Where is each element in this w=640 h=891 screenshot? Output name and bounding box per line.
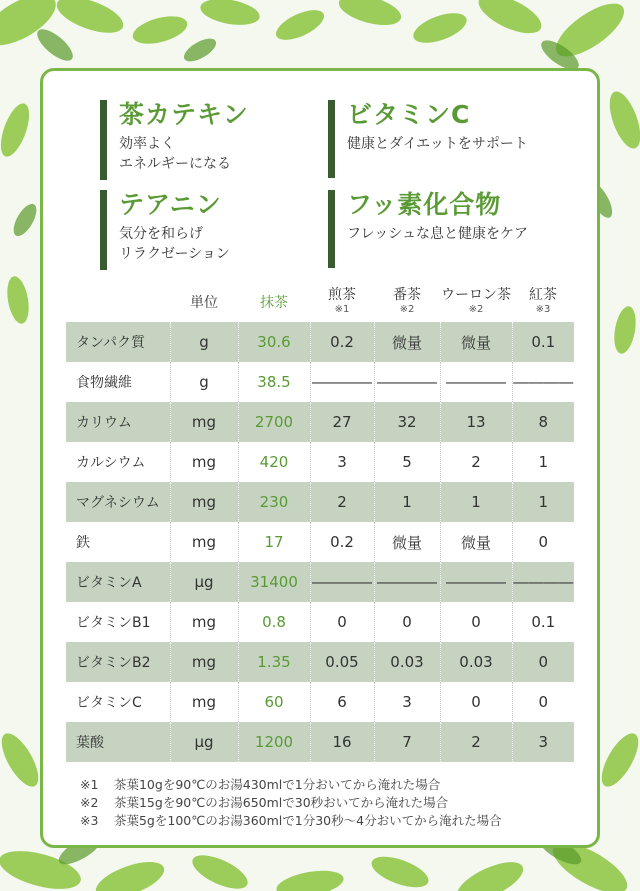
footnote xyxy=(80,776,502,794)
nutrient-name: ビタミンB2 xyxy=(66,642,170,682)
table-row xyxy=(66,482,574,522)
matcha-value: 60 xyxy=(238,682,310,722)
sencha-value: ―――― xyxy=(310,362,374,402)
feature-catechin xyxy=(100,100,300,180)
oolong-value: 1 xyxy=(440,482,512,522)
header-kocha xyxy=(512,284,574,320)
oolong-value: 0.03 xyxy=(440,642,512,682)
nutrient-unit: mg xyxy=(170,442,238,482)
footnotes xyxy=(80,776,502,830)
matcha-value: 2700 xyxy=(238,402,310,442)
bancha-value: 32 xyxy=(374,402,440,442)
oolong-value: ―――― xyxy=(440,562,512,602)
table-row xyxy=(66,402,574,442)
nutrient-name: ビタミンB1 xyxy=(66,602,170,642)
table-row xyxy=(66,442,574,482)
nutrient-name: ビタミンC xyxy=(66,682,170,722)
nutrient-name: カリウム xyxy=(66,402,170,442)
table-row xyxy=(66,602,574,642)
table-row xyxy=(66,682,574,722)
oolong-value: 微量 xyxy=(440,522,512,562)
feature-fluoride xyxy=(328,190,578,268)
bancha-value: 0.03 xyxy=(374,642,440,682)
nutrient-name: ビタミンA xyxy=(66,562,170,602)
feature-title: テアニン xyxy=(119,190,222,219)
header-kocha-label: 紅茶 xyxy=(529,287,557,303)
matcha-value: 230 xyxy=(238,482,310,522)
nutrient-name: タンパク質 xyxy=(66,322,170,362)
feature-line: 効率よく xyxy=(119,136,175,152)
nutrient-unit: g xyxy=(170,322,238,362)
kocha-value: ―――― xyxy=(512,562,574,602)
feature-line: フレッシュな息と健康をケア xyxy=(347,226,529,242)
nutrient-unit: g xyxy=(170,362,238,402)
kocha-value: 0 xyxy=(512,642,574,682)
table-row xyxy=(66,362,574,402)
footnote-text: 茶葉15gを90℃のお湯650mlで30秒おいてから淹れた場合 xyxy=(113,795,449,810)
footnote-mark: ※1 xyxy=(80,777,99,792)
kocha-value: 0 xyxy=(538,533,549,551)
table-row xyxy=(66,722,574,762)
feature-description xyxy=(119,224,300,264)
header-sencha xyxy=(310,284,374,320)
bancha-value: 3 xyxy=(374,682,440,722)
header-oolong-label: ウーロン茶 xyxy=(441,287,511,303)
header-bancha xyxy=(374,284,440,320)
nutrient-unit: μg xyxy=(170,562,238,602)
kocha-value: ―――― xyxy=(513,373,574,391)
header-oolong xyxy=(440,284,512,320)
matcha-value: 38.5 xyxy=(238,362,310,402)
bancha-value: 微量 xyxy=(374,522,440,562)
footnote xyxy=(80,812,502,830)
feature-description xyxy=(119,134,300,174)
feature-vitamin-c xyxy=(328,100,578,178)
bancha-value: 0 xyxy=(374,602,440,642)
feature-line: 気分を和らげ xyxy=(119,226,203,242)
matcha-value: 1200 xyxy=(238,722,310,762)
oolong-value: 13 xyxy=(440,402,512,442)
sencha-value: 0.2 xyxy=(310,322,374,362)
kocha-value: 0 xyxy=(538,693,549,711)
table-row xyxy=(66,642,574,682)
header-sencha-label: 煎茶 xyxy=(328,287,356,303)
feature-line: 健康とダイエットをサポート xyxy=(347,136,528,152)
footnote-text: 茶葉5gを100℃のお湯360mlで1分30秒～4分おいてから淹れた場合 xyxy=(113,813,502,828)
bancha-value: 微量 xyxy=(374,322,440,362)
nutrient-unit: mg xyxy=(170,602,238,642)
kocha-value: 8 xyxy=(512,402,574,442)
matcha-value: 31400 xyxy=(238,562,310,602)
nutrient-name: カルシウム xyxy=(66,442,170,482)
sencha-value: 3 xyxy=(310,442,374,482)
matcha-value: 420 xyxy=(238,442,310,482)
sencha-value: 0.2 xyxy=(310,522,374,562)
nutrient-name: 食物繊維 xyxy=(66,362,170,402)
nutrient-unit: mg xyxy=(170,482,238,522)
sencha-value: ―――― xyxy=(310,562,374,602)
bancha-value: 5 xyxy=(374,442,440,482)
nutrient-unit: mg xyxy=(170,402,238,442)
footnote-mark: ※3 xyxy=(80,813,99,828)
footnote-mark: ※2 xyxy=(80,795,99,810)
footnote xyxy=(80,794,502,812)
bancha-value: ―――― xyxy=(374,562,440,602)
footnote-text: 茶葉10gを90℃のお湯430mlで1分おいてから淹れた場合 xyxy=(113,777,441,792)
table-row xyxy=(66,562,574,602)
feature-description xyxy=(347,224,578,244)
nutrient-unit: mg xyxy=(170,642,238,682)
sencha-value: 2 xyxy=(310,482,374,522)
kocha-value: 0.1 xyxy=(512,322,574,362)
table-row xyxy=(66,522,574,562)
feature-theanine xyxy=(100,190,300,270)
kocha-value: 1 xyxy=(512,482,574,522)
nutrient-name: マグネシウム xyxy=(66,482,170,522)
header-oolong-note: ※2 xyxy=(468,304,484,315)
oolong-value: 2 xyxy=(440,442,512,482)
feature-line: エネルギーになる xyxy=(119,156,231,172)
header-sencha-note: ※1 xyxy=(334,304,350,315)
header-bancha-note: ※2 xyxy=(399,304,415,315)
feature-title: ビタミンC xyxy=(347,100,471,129)
matcha-value: 17 xyxy=(238,522,310,562)
sencha-value: 0.05 xyxy=(310,642,374,682)
bancha-value: 1 xyxy=(374,482,440,522)
feature-title: フッ素化合物 xyxy=(347,190,502,219)
table-row xyxy=(66,322,574,362)
header-bancha-label: 番茶 xyxy=(393,287,421,303)
sencha-value: 16 xyxy=(310,722,374,762)
sencha-value: 6 xyxy=(310,682,374,722)
nutrition-table-body xyxy=(66,322,574,762)
header-matcha: 抹茶 xyxy=(260,295,288,311)
nutrient-name: 葉酸 xyxy=(66,722,170,762)
nutrient-unit: mg xyxy=(170,682,238,722)
feature-line: リラクゼーション xyxy=(119,246,230,262)
oolong-value: 微量 xyxy=(440,322,512,362)
nutrition-table xyxy=(66,322,574,762)
nutrient-unit: μg xyxy=(170,722,238,762)
nutrient-name: 鉄 xyxy=(66,522,170,562)
sencha-value: 0 xyxy=(310,602,374,642)
feature-title: 茶カテキン xyxy=(119,100,249,129)
bancha-value: ―――― xyxy=(374,362,440,402)
sencha-value: 27 xyxy=(310,402,374,442)
header-unit: 単位 xyxy=(190,295,218,311)
oolong-value: 0 xyxy=(440,682,512,722)
oolong-value: 2 xyxy=(440,722,512,762)
kocha-value: 3 xyxy=(512,722,574,762)
nutrient-unit: mg xyxy=(170,522,238,562)
feature-description xyxy=(347,134,578,154)
bancha-value: 7 xyxy=(374,722,440,762)
kocha-value: 1 xyxy=(538,453,549,471)
oolong-value: 0 xyxy=(440,602,512,642)
matcha-value: 1.35 xyxy=(238,642,310,682)
matcha-value: 0.8 xyxy=(238,602,310,642)
header-kocha-note: ※3 xyxy=(535,304,551,315)
matcha-value: 30.6 xyxy=(238,322,310,362)
oolong-value: ―――― xyxy=(440,362,512,402)
kocha-value: 0.1 xyxy=(531,613,556,631)
